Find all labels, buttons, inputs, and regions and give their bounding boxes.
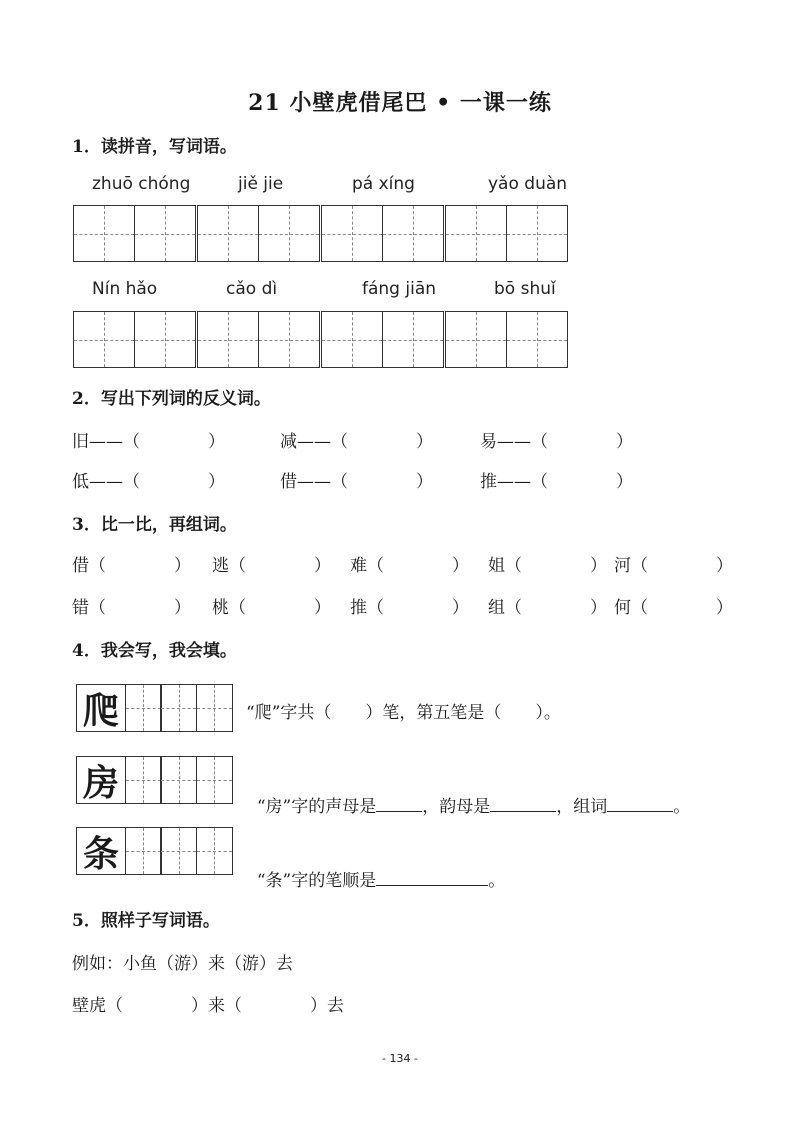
question-text: 。 [488,871,506,891]
practice-cell[interactable] [125,827,162,875]
question-text: “条”字的笔顺是 [256,871,377,891]
practice-cell[interactable] [125,756,162,804]
writing-cell[interactable] [197,205,259,262]
pinyin-6: cǎo dì [226,279,278,299]
practice-cell[interactable] [160,756,197,804]
exercise-line[interactable]: 壁虎（ ）来（ ）去 [72,996,344,1016]
model-char-cell [76,827,126,875]
compare-item[interactable]: 错（ ） [72,598,191,618]
page-title: 21 小壁虎借尾巴 • 一课一练 [248,90,552,116]
section-1-heading: 1．读拼音，写词语。 [72,137,237,157]
practice-cell[interactable] [160,827,197,875]
compare-item[interactable]: 借（ ） [72,556,191,576]
question-text: 。 [673,797,691,817]
model-char-cell [76,756,126,804]
pinyin-7: fáng jiān [362,279,437,299]
writing-cell[interactable] [73,311,135,368]
compare-item[interactable]: 推（ ） [350,598,469,618]
section-2-heading: 2．写出下列词的反义词。 [72,389,271,409]
answer-blank[interactable] [490,797,556,812]
answer-blank[interactable] [376,797,422,812]
char-question-3 [246,846,505,891]
model-char: 条 [82,832,119,875]
question-text: ，韵母是 [422,797,491,817]
section-5-heading: 5．照样子写词语。 [72,911,220,931]
writing-cell[interactable] [258,205,320,262]
compare-item[interactable]: 组（ ） [488,598,607,618]
writing-cell[interactable] [506,311,568,368]
practice-cell[interactable] [196,827,233,875]
antonym-item[interactable]: 减——（ ） [280,432,433,452]
practice-cell[interactable] [196,684,233,732]
page-number: - 134 - [382,1052,418,1065]
question-text: ，组词 [556,797,608,817]
practice-cell[interactable] [196,756,233,804]
writing-cell[interactable] [321,311,383,368]
example-text: 例如：小鱼（游）来（游）去 [72,954,293,974]
writing-cell[interactable] [73,205,135,262]
writing-grid-row-1 [73,205,569,262]
model-char-cell [76,684,126,732]
pinyin-8: bō shuǐ [494,279,556,299]
writing-cell[interactable] [382,205,444,262]
writing-cell[interactable] [197,311,259,368]
writing-cell[interactable] [445,311,507,368]
answer-blank[interactable] [376,871,488,886]
writing-cell[interactable] [382,311,444,368]
antonym-item[interactable]: 推——（ ） [480,472,633,492]
practice-cell[interactable] [125,684,162,732]
antonym-item[interactable]: 易——（ ） [480,432,633,452]
char-practice-grid-3 [76,827,231,875]
pinyin-5: Nín hǎo [92,279,158,299]
compare-item[interactable]: 河（ ） [614,556,733,576]
answer-blank[interactable] [607,797,673,812]
pinyin-3: pá xíng [352,174,415,194]
writing-cell[interactable] [134,311,196,368]
question-text: “房”字的声母是 [256,797,377,817]
writing-cell[interactable] [506,205,568,262]
writing-grid-row-2 [73,311,569,368]
compare-item[interactable]: 逃（ ） [212,556,331,576]
char-question-1: “爬”字共（ ）笔，第五笔是（ ）。 [246,703,561,723]
model-char: 爬 [82,689,119,732]
pinyin-4: yǎo duàn [488,174,568,194]
antonym-item[interactable]: 旧——（ ） [72,432,225,452]
pinyin-2: jiě jie [238,174,284,194]
writing-cell[interactable] [321,205,383,262]
writing-cell[interactable] [445,205,507,262]
writing-cell[interactable] [134,205,196,262]
compare-item[interactable]: 何（ ） [614,598,733,618]
antonym-item[interactable]: 低——（ ） [72,472,225,492]
char-question-2 [246,772,690,817]
section-4-heading: 4．我会写，我会填。 [72,641,237,661]
compare-item[interactable]: 难（ ） [350,556,469,576]
writing-cell[interactable] [258,311,320,368]
practice-cell[interactable] [160,684,197,732]
section-3-heading: 3．比一比，再组词。 [72,515,237,535]
char-practice-grid-1 [76,684,231,732]
model-char: 房 [82,761,119,804]
pinyin-1: zhuō chóng [92,174,191,194]
antonym-item[interactable]: 借——（ ） [280,472,433,492]
char-practice-grid-2 [76,756,231,804]
compare-item[interactable]: 姐（ ） [488,556,607,576]
compare-item[interactable]: 桃（ ） [212,598,331,618]
